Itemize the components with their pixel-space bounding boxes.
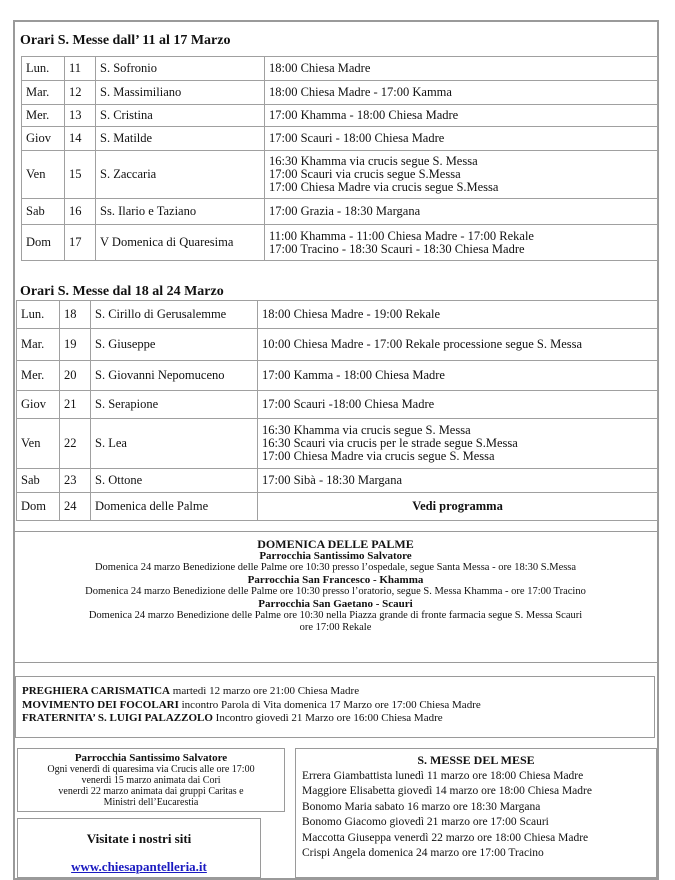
- event-text: Incontro giovedì 21 Marzo ore 16:00 Chiesa Madre: [212, 712, 443, 724]
- palme-parish-1-text: Domenica 24 marzo Benedizione delle Palme ore 10:30 presso l’ospedale, segue Santa Messa - ore 18:30 S.Messa: [94, 562, 577, 573]
- mass-time: 17:00 Khamma - 18:00 Chiesa Madre: [269, 108, 459, 122]
- salvatore-line: Ministri dell’Eucarestia: [103, 797, 199, 808]
- saint-cell: S. Matilde: [96, 127, 265, 151]
- masses-cell: [265, 81, 658, 105]
- palme-parish-1-title: Parrocchia Santissimo Salvatore: [259, 550, 412, 562]
- date-cell: 22: [60, 419, 91, 469]
- masses-cell: [265, 127, 658, 151]
- date-cell: 16: [65, 199, 96, 225]
- schedule-row: [17, 329, 658, 361]
- saint-cell: S. Giuseppe: [91, 329, 258, 361]
- week2-title: Orari S. Messe dal 18 al 24 Marzo: [20, 284, 224, 299]
- week2-schedule-table: [16, 300, 658, 521]
- messe-mese-row: Maccotta Giuseppa venerdì 22 marzo ore 18:00 Chiesa Madre: [302, 831, 589, 844]
- date-cell: 24: [60, 493, 91, 521]
- visit-box: [17, 818, 261, 878]
- schedule-row: [17, 469, 658, 493]
- mass-time: 17:00 Grazia - 18:30 Margana: [269, 204, 421, 218]
- mass-time: 17:00 Chiesa Madre via crucis segue S. Messa: [262, 449, 495, 463]
- schedule-row: [17, 301, 658, 329]
- day-cell: Mer.: [17, 361, 60, 391]
- saint-cell: S. Lea: [91, 419, 258, 469]
- masses-cell: [265, 151, 658, 199]
- date-cell: 17: [65, 225, 96, 261]
- date-cell: 20: [60, 361, 91, 391]
- saint-cell: S. Sofronio: [96, 57, 265, 81]
- date-cell: 13: [65, 105, 96, 127]
- messe-mese-row: Bonomo Maria sabato 16 marzo ore 18:30 Margana: [302, 800, 541, 813]
- event-text: martedì 12 marzo ore 21:00 Chiesa Madre: [170, 685, 360, 697]
- schedule-row: [17, 361, 658, 391]
- day-cell: Giov: [17, 391, 60, 419]
- date-cell: 11: [65, 57, 96, 81]
- salvatore-line: venerdì 15 marzo animata dai Cori: [81, 775, 221, 786]
- masses-cell: [258, 301, 658, 329]
- palme-parish-2-text: Domenica 24 marzo Benedizione delle Palme ore 10:30 presso l’oratorio, segue S. Messa Khamma - ore 17:00 Tracino: [85, 586, 586, 597]
- mass-time: 17:00 Scauri -18:00 Chiesa Madre: [262, 397, 435, 411]
- masses-cell: [265, 225, 658, 261]
- saint-cell: S. Ottone: [91, 469, 258, 493]
- masses-cell: [265, 105, 658, 127]
- messe-mese-title: S. MESSE DEL MESE: [417, 753, 535, 767]
- saint-cell: S. Cirillo di Gerusalemme: [91, 301, 258, 329]
- masses-cell: [258, 469, 658, 493]
- mass-time: 18:00 Chiesa Madre - 17:00 Kamma: [269, 85, 452, 99]
- event-name: FRATERNITA’ S. LUIGI PALAZZOLO: [22, 712, 213, 724]
- schedule-row: [22, 199, 658, 225]
- saint-cell: V Domenica di Quaresima: [96, 225, 265, 261]
- salvatore-box: [17, 748, 285, 812]
- website-link[interactable]: www.chiesapantelleria.it: [71, 859, 207, 874]
- day-cell: Lun.: [17, 301, 60, 329]
- palme-parish-3-text-cont: ore 17:00 Rekale: [299, 622, 372, 633]
- palme-box: [13, 531, 658, 663]
- date-cell: 12: [65, 81, 96, 105]
- salvatore-line: Ogni venerdì di quaresima via Crucis alle ore 17:00: [47, 764, 255, 775]
- schedule-row: [22, 127, 658, 151]
- mass-time: 10:00 Chiesa Madre - 17:00 Rekale processione segue S. Messa: [262, 337, 583, 351]
- palme-parish-3-text: Domenica 24 marzo Benedizione delle Palme ore 10:30 nella Piazza grande di fronte farmacia segue S. Messa Scauri: [88, 610, 583, 621]
- day-cell: Ven: [17, 419, 60, 469]
- day-cell: Giov: [22, 127, 65, 151]
- saint-cell: S. Zaccaria: [96, 151, 265, 199]
- schedule-row: [17, 391, 658, 419]
- salvatore-line: venerdì 22 marzo animata dai gruppi Caritas e: [58, 786, 244, 797]
- palme-parish-2-title: Parrocchia San Francesco - Khamma: [247, 574, 424, 586]
- mass-time: 17:00 Sibà - 18:30 Margana: [262, 473, 403, 487]
- day-cell: Mer.: [22, 105, 65, 127]
- messe-mese-row: Bonomo Giacomo giovedì 21 marzo ore 17:00 Scauri: [302, 816, 549, 828]
- day-cell: Lun.: [22, 57, 65, 81]
- mass-time: 16:30 Khamma via crucis segue S. Messa: [262, 423, 471, 437]
- masses-cell: [265, 199, 658, 225]
- schedule-row: [22, 151, 658, 199]
- salvatore-title: Parrocchia Santissimo Salvatore: [74, 752, 228, 764]
- schedule-row: [17, 419, 658, 469]
- saint-cell: Ss. Ilario e Taziano: [96, 199, 265, 225]
- saint-cell: S. Serapione: [91, 391, 258, 419]
- saint-cell: S. Massimiliano: [96, 81, 265, 105]
- messe-mese-row: Crispi Angela domenica 24 marzo ore 17:00 Tracino: [302, 847, 544, 859]
- messe-mese-box: [295, 748, 657, 878]
- masses-cell: [258, 361, 658, 391]
- schedule-row: [22, 81, 658, 105]
- day-cell: Sab: [22, 199, 65, 225]
- schedule-row: [22, 57, 658, 81]
- events-box: [15, 676, 655, 738]
- day-cell: Dom: [17, 493, 60, 521]
- event-text: incontro Parola di Vita domenica 17 Marzo ore 17:00 Chiesa Madre: [178, 698, 481, 711]
- palme-parish-3-title: Parrocchia San Gaetano - Scauri: [258, 598, 413, 610]
- day-cell: Ven: [22, 151, 65, 199]
- saint-cell: S. Cristina: [96, 105, 265, 127]
- palme-title: DOMENICA DELLE PALME: [257, 537, 414, 551]
- masses-cell: [265, 57, 658, 81]
- date-cell: 19: [60, 329, 91, 361]
- saint-cell: Domenica delle Palme: [91, 493, 258, 521]
- mass-time: 17:00 Scauri - 18:00 Chiesa Madre: [269, 131, 445, 145]
- schedule-row: [17, 493, 658, 521]
- date-cell: 23: [60, 469, 91, 493]
- mass-time: Vedi programma: [412, 499, 503, 513]
- mass-time: 17:00 Kamma - 18:00 Chiesa Madre: [262, 368, 445, 382]
- event-name: PREGHIERA CARISMATICA: [22, 685, 171, 697]
- day-cell: Mar.: [17, 329, 60, 361]
- schedule-row: [22, 225, 658, 261]
- mass-time: 17:00 Scauri via crucis segue S.Messa: [269, 167, 461, 181]
- mass-time: 18:00 Chiesa Madre - 19:00 Rekale: [262, 307, 441, 321]
- week1-title: Orari S. Messe dall’ 11 al 17 Marzo: [20, 33, 231, 48]
- date-cell: 14: [65, 127, 96, 151]
- date-cell: 18: [60, 301, 91, 329]
- schedule-row: [22, 105, 658, 127]
- mass-time: 16:30 Scauri via crucis per le strade segue S.Messa: [262, 436, 518, 450]
- event-row: [22, 712, 654, 726]
- mass-time: 17:00 Chiesa Madre via crucis segue S.Messa: [269, 180, 499, 194]
- week1-schedule-table: [21, 56, 658, 261]
- mass-time: 17:00 Tracino - 18:30 Scauri - 18:30 Chiesa Madre: [269, 241, 525, 256]
- date-cell: 21: [60, 391, 91, 419]
- mass-time: 18:00 Chiesa Madre: [269, 61, 371, 75]
- messe-mese-row: Maggiore Elisabetta giovedì 14 marzo ore 18:00 Chiesa Madre: [302, 785, 592, 797]
- masses-cell: [258, 329, 658, 361]
- day-cell: Dom: [22, 225, 65, 261]
- event-row: [22, 685, 654, 699]
- day-cell: Sab: [17, 469, 60, 493]
- messe-mese-row: Errera Giambattista lunedì 11 marzo ore 18:00 Chiesa Madre: [302, 769, 584, 782]
- day-cell: Mar.: [22, 81, 65, 105]
- masses-cell: [258, 493, 658, 521]
- visit-title: Visitate i nostri siti: [86, 831, 192, 846]
- event-name: MOVIMENTO DEI FOCOLARI: [22, 698, 179, 711]
- date-cell: 15: [65, 151, 96, 199]
- saint-cell: S. Giovanni Nepomuceno: [91, 361, 258, 391]
- event-row: [22, 699, 654, 713]
- masses-cell: [258, 419, 658, 469]
- mass-time: 16:30 Khamma via crucis segue S. Messa: [269, 154, 478, 168]
- mass-time: 11:00 Khamma - 11:00 Chiesa Madre - 17:00 Rekale: [269, 228, 534, 243]
- masses-cell: [258, 391, 658, 419]
